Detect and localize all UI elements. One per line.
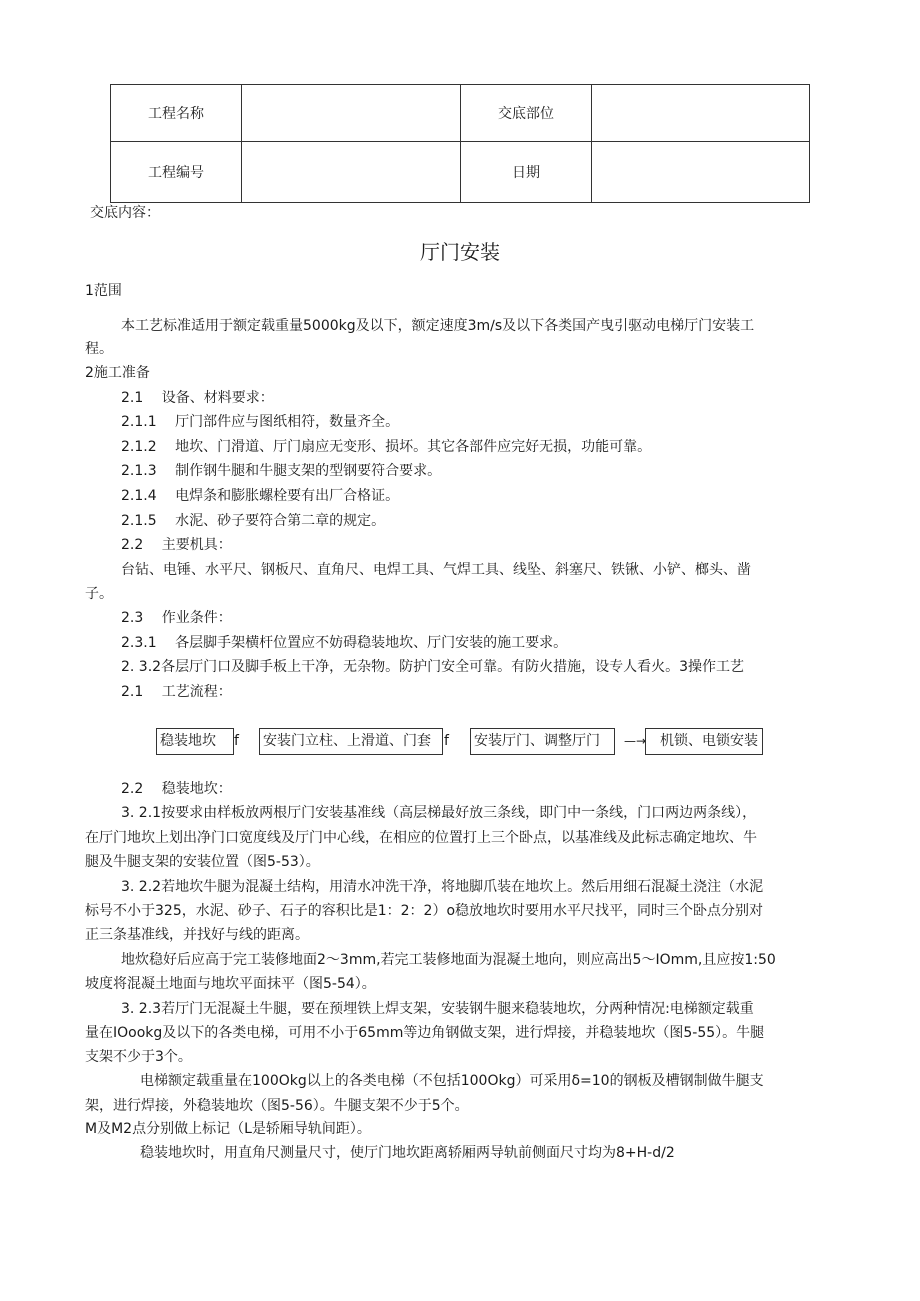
item-2-1: 2.1 设备、材料要求： — [121, 390, 274, 406]
flow-step-2: 安装门立柱、上滑道、门套 — [259, 728, 443, 755]
item-2-3-2: 2. 3.2各层厅门口及脚手板上干净，无杂物。防护门安全可靠。有防火措施，设专人看火。3操作工艺 — [121, 659, 744, 675]
item-2-1-3: 2.1.3 制作钢牛腿和牛腿支架的型钢要符合要求。 — [121, 463, 442, 479]
item-2-1-5: 2.1.5 水泥、砂子要符合第二章的规定。 — [121, 513, 386, 529]
handover-part-value — [592, 85, 810, 142]
project-name-label: 工程名称 — [111, 85, 242, 142]
table-row — [111, 85, 810, 142]
section-1-text-line1: 本工艺标准适用于额定载重量5000kg及以下，额定速度3m∕s及以下各类国产曳引驱动电梯厅门安装工 — [121, 318, 755, 334]
para-6-line1: M及M2点分别做上标记（L是轿厢导轨间距）。 — [85, 1121, 371, 1137]
para-7-line1: 稳装地坎时，用直角尺测量尺寸，使厅门地坎距离轿厢两导轨前侧面尺寸均为8+H-d∕2 — [140, 1145, 675, 1161]
handover-content-label: 交底内容： — [90, 205, 160, 221]
para-2-line1: 3. 2.2若地坎牛腿为混凝土结构，用清水冲洗干净，将地脚爪装在地坎上。然后用细石混凝土浇注（水泥 — [121, 879, 764, 895]
para-2-line3: 正三条基准线，并找好与线的距离。 — [85, 927, 309, 943]
project-info-table — [110, 84, 810, 203]
date-label: 日期 — [461, 142, 592, 203]
handover-part-label: 交底部位 — [461, 85, 592, 142]
para-3-line2: 坡度将混凝土地面与地坎平面抹平（图5-54）。 — [85, 976, 376, 992]
section-2-heading: 2施工准备 — [85, 365, 150, 381]
item-2-1-4: 2.1.4 电焊条和膨胀螺栓要有出厂合格证。 — [121, 488, 400, 504]
flow-step-4: 机锁、电锁安装 — [645, 728, 763, 755]
date-value — [592, 142, 810, 203]
para-1-line1: 3. 2.1按要求由样板放两根厅门安装基准线（高层梯最好放三条线，即门中一条线，门口两边两条线）， — [121, 805, 757, 821]
para-1-line3: 腿及牛腿支架的安装位置（图5-53）。 — [85, 854, 320, 870]
flow-arrow-3: —→ — [624, 734, 647, 748]
item-2-1-1: 2.1.1 厅门部件应与图纸相符，数量齐全。 — [121, 414, 400, 430]
flow-step-3: 安装厅门、调整厅门 — [470, 728, 615, 755]
para-1-line2: 在厅门地坎上划出净门口宽度线及厅门中心线，在相应的位置打上三个卧点，以基准线及此标志确定地坎、牛 — [85, 830, 757, 846]
item-3-2: 2.2 稳装地坎： — [121, 781, 232, 797]
item-2-3-1: 2.3.1 各层脚手架横杆位置应不妨碍稳装地坎、厅门安装的施工要求。 — [121, 635, 568, 651]
page-title: 厅门安装 — [420, 240, 500, 264]
tools-line1: 台钻、电锤、水平尺、钢板尺、直角尺、电焊工具、气焊工具、线坠、斜塞尺、铁锹、小铲、榔头、凿 — [121, 562, 751, 578]
flow-arrow-1: f — [234, 733, 239, 749]
item-2-2: 2.2 主要机具： — [121, 537, 232, 553]
para-5-line1: 电梯额定载重量在100Okg以上的各类电梯（不包括100Okg）可采用δ=10的钢板及槽钢制做牛腿支 — [140, 1073, 764, 1089]
flow-step-1: 稳装地坎 — [156, 728, 234, 755]
para-5-line2: 架，进行焊接，外稳装地坎（图5-56）。牛腿支架不少于5个。 — [85, 1098, 469, 1114]
para-3-line1: 地炊稳好后应高于完工装修地面2～3mm,若完工装修地面为混凝土地向，则应高出5～IOmm,且应按1:50 — [121, 952, 776, 968]
para-4-line1: 3. 2.3若厅门无混凝土牛腿，要在预埋铁上焊支架，安装钢牛腿来稳装地坎，分两种情况:电梯额定载重 — [121, 1001, 754, 1017]
para-2-line2: 标号不小于325，水泥、砂子、石子的容积比是1：2：2）o稳放地坎时要用水平尺找平，同时三个卧点分别对 — [85, 903, 764, 919]
section-1-text-line2: 程。 — [85, 341, 113, 357]
flow-arrow-2: f — [444, 733, 449, 749]
item-2-1-2: 2.1.2 地坎、门滑道、厅门扇应无变形、损坏。其它各部件应完好无损，功能可靠。 — [121, 439, 652, 455]
para-4-line3: 支架不少于3个。 — [85, 1049, 192, 1065]
item-2-3: 2.3 作业条件： — [121, 610, 232, 626]
project-number-label: 工程编号 — [111, 142, 242, 203]
project-number-value — [242, 142, 461, 203]
para-4-line2: 量在IOookg及以下的各类电梯，可用不小于65mm等边角钢做支架，进行焊接，并稳装地坎（图5-55）。牛腿 — [85, 1025, 765, 1041]
section-1-heading: 1范围 — [85, 283, 122, 299]
tools-line2: 子。 — [85, 586, 113, 602]
item-3-1: 2.1 工艺流程： — [121, 684, 232, 700]
table-row — [111, 142, 810, 203]
project-name-value — [242, 85, 461, 142]
